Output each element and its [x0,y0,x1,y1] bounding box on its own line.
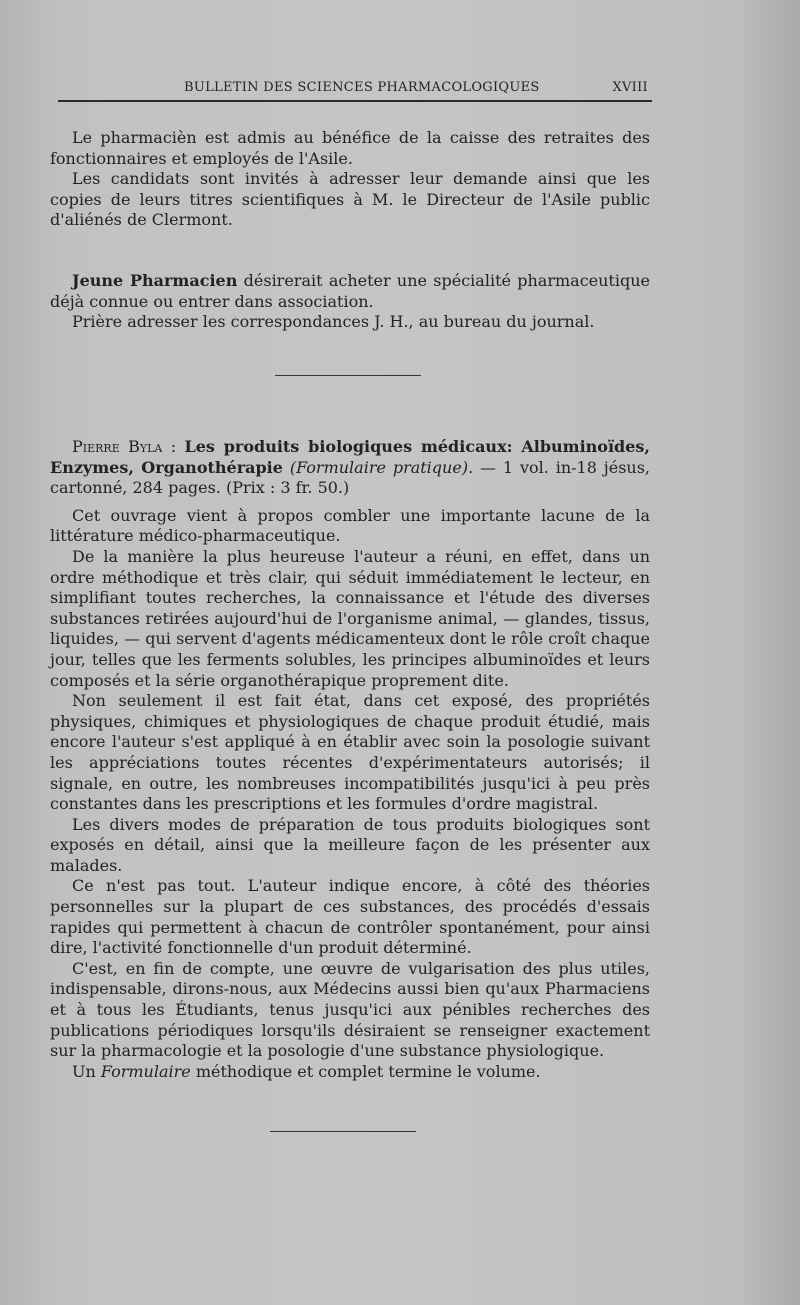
running-header [58,78,652,102]
review-paragraph: Ce n'est pas tout. L'auteur indique encore, à côté des théories personnelles sur la plupart de ces substances, des procédés d'essais rapides qui permettent à chacun de contrôler spontanément, pour ainsi dire, l'activité fonctionnelle d'un produit déterminé. [50,876,650,958]
notice-paragraph: Prière adresser les correspondances J. H., au bureau du journal. [72,312,595,332]
notice-paragraph: Jeune Pharmacien désirerait acheter une spécialité pharmaceutique déjà connue ou entrer dans association. [50,271,650,311]
book-review [50,437,650,1082]
notice-lead: Jeune Pharmacien [72,271,238,290]
notice-paragraph: Le pharmacièn est admis au bénéfice de la caisse des retraites des fonctionnaires et employés de l'Asile. [50,128,650,168]
review-author: Pierre Byla [72,437,163,456]
review-details: . — 1 vol. in-18 jésus, cartonné, 284 pages. (Prix : 3 fr. 50.) [50,457,651,498]
review-paragraph: Cet ouvrage vient à propos combler une importante lacune de la littérature médico-pharmaceutique. [50,505,650,546]
review-subtitle: (Formulaire pratique) [289,457,469,477]
review-paragraph: C'est, en fin de compte, une œuvre de vulgarisation des plus utiles, indispensable, dirons-nous, aux Médecins aussi bien qu'aux Pharmaciens et à tous les Étudiants, tenus jusqu'ici aux pénibles recherches des publications périodiques lorsqu'ils désiraient se renseigner exactement sur la pharmacologie et la posologie d'une substance physiologique. [50,958,650,1061]
page-number: XVIII [612,80,648,95]
journal-title: BULLETIN DES SCIENCES PHARMACOLOGIQUES [184,80,540,95]
review-title: Les produits biologiques médicaux: Albuminoïdes, Enzymes, Organothérapie [50,437,650,477]
notice-pharmacien [50,271,650,333]
separator-rule [270,1131,416,1132]
review-paragraph: Non seulement il est fait état, dans cet exposé, des propriétés physiques, chimiques et physiologiques de chaque produit étudié, mais encore l'auteur s'est appliqué à en établir avec soin la posologie suivant les appréciations toutes récentes d'expérimentateurs autorisés; il signale, en outre, les nombreuses incompatibilités jusqu'ici à peu près constantes dans les prescriptions et les formules d'ordre magistral. [50,691,650,814]
review-paragraph: Un Formulaire méthodique et complet termine le volume. [72,1061,541,1081]
notice-asile [50,128,650,231]
notice-paragraph: Les candidats sont invités à adresser leur demande ainsi que les copies de leurs titres scientifiques à M. le Directeur de l'Asile public d'aliénés de Clermont. [50,169,650,230]
review-heading: Pierre Byla : Les produits biologiques médicaux: Albuminoïdes, Enzymes, Organothérapie (Formulaire pratique). — 1 vol. in-18 jésus, cartonné, 284 pages. (Prix : 3 fr. 50.) [50,437,651,498]
review-paragraph: Les divers modes de préparation de tous produits biologiques sont exposés en détail, ainsi que la meilleure façon de les présenter aux malades. [50,814,650,875]
separator-rule [275,375,421,376]
review-paragraph: De la manière la plus heureuse l'auteur a réuni, en effet, dans un ordre méthodique et très clair, qui séduit immédiatement le lecteur, en simplifiant toutes recherches, la connaissance et l'étude des diverses substances retirées aujourd'hui de l'organisme animal, — glandes, tissus, liquides, — qui servent d'agents médicamenteux dont le rôle croît chaque jour, telles que les ferments solubles, les principes albuminoïdes et leurs composés et la série organothérapique proprement dite. [50,546,650,690]
